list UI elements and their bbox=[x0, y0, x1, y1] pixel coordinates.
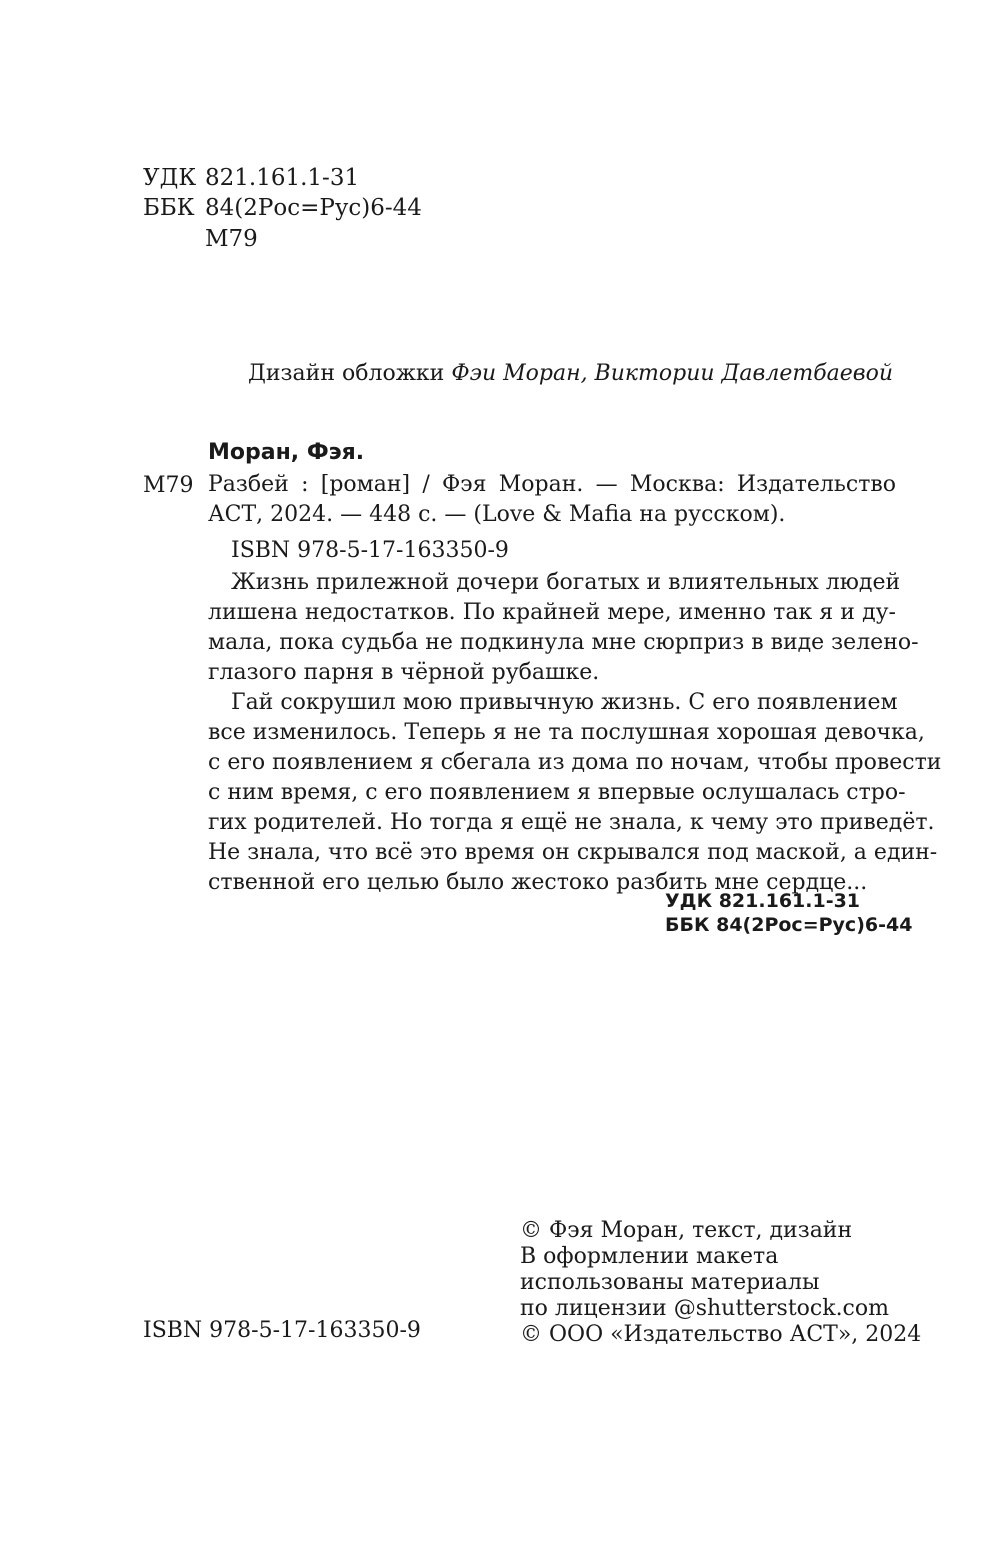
bibliographic-description bbox=[208, 470, 896, 530]
annotation-line: все изменилось. Теперь я не та послушная хорошая девочка, bbox=[208, 720, 925, 745]
biblio-line-1: Разбей : [роман] / Фэя Моран. — Москва: Издательство bbox=[208, 472, 896, 497]
udk-bottom: УДК 821.161.1-31 bbox=[665, 890, 861, 912]
bbk-row-top bbox=[0, 193, 600, 223]
copyright-line: В оформлении макета bbox=[520, 1244, 779, 1269]
annotation-line: Гай сокрушил мою привычную жизнь. С его появлением bbox=[231, 690, 898, 715]
copyright-line: по лицензии @shutterstock.com bbox=[520, 1296, 889, 1321]
bbk-label: ББК bbox=[143, 195, 195, 221]
annotation-line: мала, пока судьба не подкинула мне сюрприз в виде зелено- bbox=[208, 630, 919, 655]
copyright-line: © Фэя Моран, текст, дизайн bbox=[520, 1218, 853, 1243]
author-mark-top: М79 bbox=[205, 226, 258, 252]
isbn-bottom: ISBN 978-5-17-163350-9 bbox=[143, 1318, 421, 1343]
udk-value: 821.161.1-31 bbox=[205, 165, 360, 191]
annotation-line: лишена недостатков. По крайней мере, именно так я и ду- bbox=[208, 600, 896, 625]
cover-design-names: Фэи Моран, Виктории Давлетбаевой bbox=[451, 361, 894, 386]
annotation-line: глазого парня в чёрной рубашке. bbox=[208, 660, 600, 685]
annotation-line: ственной его целью было жестоко разбить мне сердце... bbox=[208, 870, 868, 895]
copyright-line: © ООО «Издательство АСТ», 2024 bbox=[520, 1322, 922, 1347]
isbn-record: ISBN 978-5-17-163350-9 bbox=[231, 538, 509, 563]
author-mark-row-top bbox=[0, 224, 600, 254]
copyright-block bbox=[520, 1218, 921, 1348]
bbk-value: 84(2Рос=Рус)6-44 bbox=[205, 195, 422, 221]
annotation-line: Жизнь прилежной дочери богатых и влиятельных людей bbox=[231, 570, 901, 595]
udk-row-top bbox=[0, 163, 600, 193]
annotation bbox=[208, 568, 942, 898]
cover-design-credit bbox=[248, 360, 893, 388]
cover-design-prefix: Дизайн обложки bbox=[248, 361, 445, 386]
author-heading: Моран, Фэя. bbox=[208, 440, 365, 465]
bbk-bottom: ББК 84(2Рос=Рус)6-44 bbox=[665, 914, 913, 936]
annotation-line: Не знала, что всё это время он скрывался под маской, а един- bbox=[208, 840, 938, 865]
annotation-line: с его появлением я сбегала из дома по ночам, чтобы провести bbox=[208, 750, 942, 775]
biblio-line-2: АСТ, 2024. — 448 с. — (Love & Mafia на русском). bbox=[208, 502, 786, 527]
copyright-line: использованы материалы bbox=[520, 1270, 820, 1295]
shelf-mark: М79 bbox=[143, 473, 194, 498]
annotation-line: гих родителей. Но тогда я ещё не знала, к чему это приведёт. bbox=[208, 810, 935, 835]
udk-label: УДК bbox=[143, 165, 197, 191]
annotation-line: с ним время, с его появлением я впервые ослушалась стро- bbox=[208, 780, 906, 805]
